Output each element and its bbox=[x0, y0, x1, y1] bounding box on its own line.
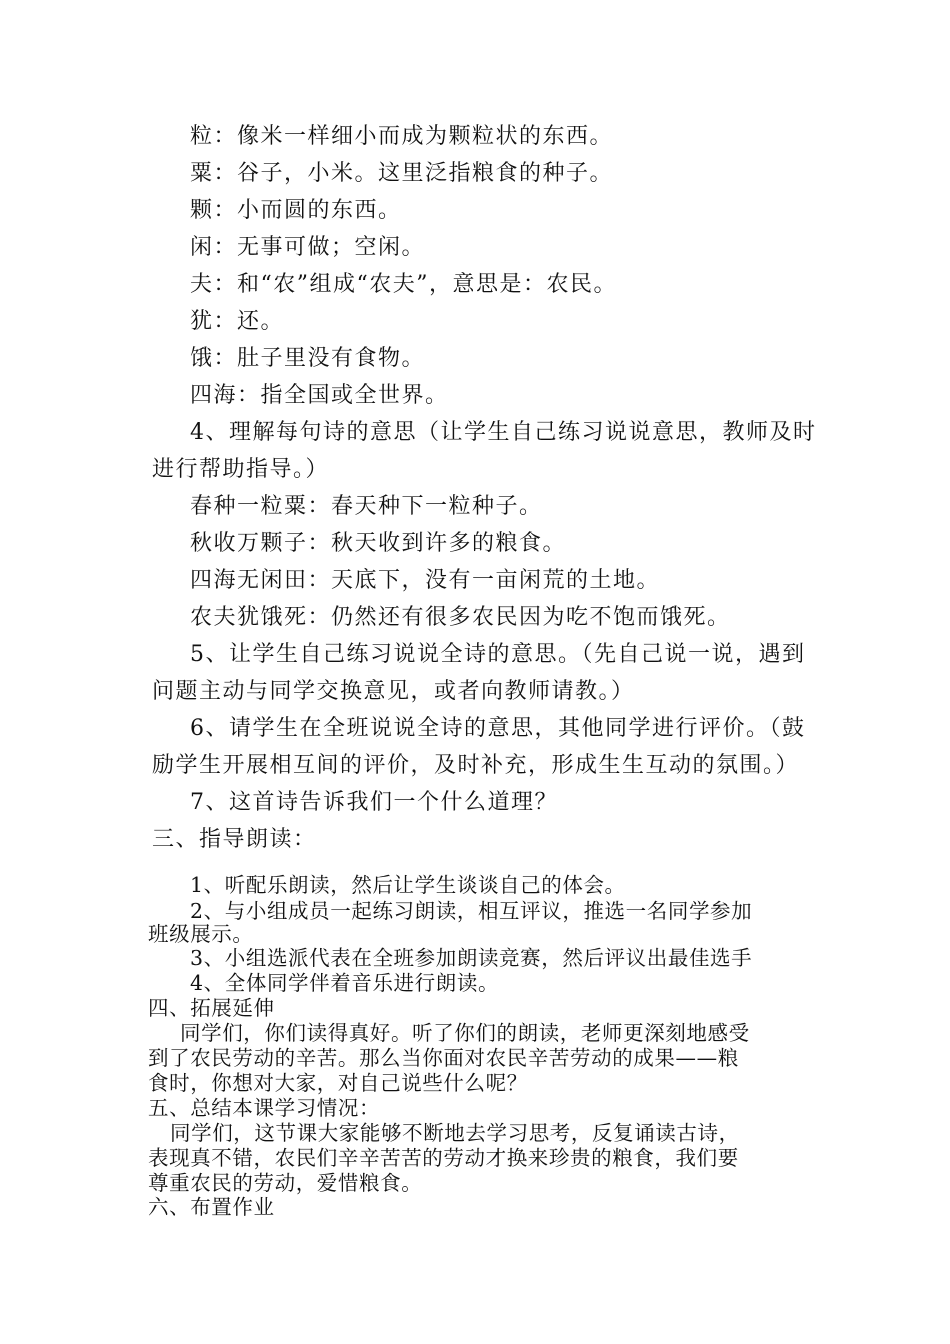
section5-line-3: 尊重农民的劳动，爱惜粮食。 bbox=[148, 1171, 423, 1195]
verse-1: 春种一粒粟：春天种下一粒种子。 bbox=[190, 494, 543, 519]
verse-4: 农夫犹饿死：仍然还有很多农民因为吃不饱而饿死。 bbox=[190, 605, 731, 630]
section6-heading: 六、布置作业 bbox=[148, 1195, 275, 1219]
section5-heading: 五、总结本课学习情况： bbox=[148, 1096, 381, 1120]
section4-line-3: 食时，你想对大家，对自己说些什么呢？ bbox=[148, 1071, 528, 1095]
verse-2: 秋收万颗子：秋天收到许多的粮食。 bbox=[190, 531, 567, 556]
definition-e: 饿：肚子里没有食物。 bbox=[190, 346, 426, 371]
step5-line1: 5、让学生自己练习说说全诗的意思。（先自己说一说，遇到 bbox=[190, 642, 806, 667]
definition-fu: 夫：和“农”组成“农夫”，意思是：农民。 bbox=[190, 272, 617, 297]
section3-item-2: 2、与小组成员一起练习朗读，相互评议，推选一名同学参加 bbox=[190, 899, 753, 923]
step6-line1: 6、请学生在全班说说全诗的意思，其他同学进行评价。（鼓 bbox=[190, 716, 806, 741]
section5-line-2: 表现真不错，农民们辛辛苦苦的劳动才换来珍贵的粮食，我们要 bbox=[148, 1146, 739, 1170]
section3-heading: 三、指导朗读： bbox=[152, 827, 317, 852]
definition-sihai: 四海：指全国或全世界。 bbox=[190, 383, 449, 408]
step6-line2: 励学生开展相互间的评价，及时补充，形成生生互动的氛围。） bbox=[152, 753, 800, 778]
section3-item-4: 4、全体同学伴着音乐进行朗读。 bbox=[190, 971, 500, 995]
step7-question: 7、这首诗告诉我们一个什么道理？ bbox=[190, 790, 558, 815]
step4-line2: 进行帮助指导。） bbox=[152, 457, 330, 482]
section4-line-1: 同学们，你们读得真好。听了你们的朗读，老师更深刻地感受 bbox=[180, 1021, 750, 1045]
definition-you: 犹：还。 bbox=[190, 309, 285, 334]
section3-item-3: 3、小组选派代表在全班参加朗读竞赛，然后评议出最佳选手 bbox=[190, 946, 753, 970]
section5-line-1: 同学们，这节课大家能够不断地去学习思考，反复诵读古诗， bbox=[170, 1121, 740, 1145]
step4-line1: 4、理解每句诗的意思（让学生自己练习说说意思，教师及时 bbox=[190, 420, 817, 445]
definition-xian: 闲：无事可做；空闲。 bbox=[190, 235, 426, 260]
definition-su: 粟：谷子，小米。这里泛指粮食的种子。 bbox=[190, 161, 614, 186]
section4-line-2: 到了农民劳动的辛苦。那么当你面对农民辛苦劳动的成果——粮 bbox=[148, 1046, 739, 1070]
section3-item-1: 1、听配乐朗读，然后让学生谈谈自己的体会。 bbox=[190, 873, 626, 897]
definition-ke: 颗：小而圆的东西。 bbox=[190, 198, 402, 223]
step5-line2: 问题主动与同学交换意见，或者向教师请教。） bbox=[152, 679, 635, 704]
verse-3: 四海无闲田：天底下，没有一亩闲荒的土地。 bbox=[190, 568, 661, 593]
section4-heading: 四、拓展延伸 bbox=[148, 996, 275, 1020]
section3-item-2-cont: 班级展示。 bbox=[148, 922, 254, 946]
definition-li: 粒：像米一样细小而成为颗粒状的东西。 bbox=[190, 124, 614, 149]
